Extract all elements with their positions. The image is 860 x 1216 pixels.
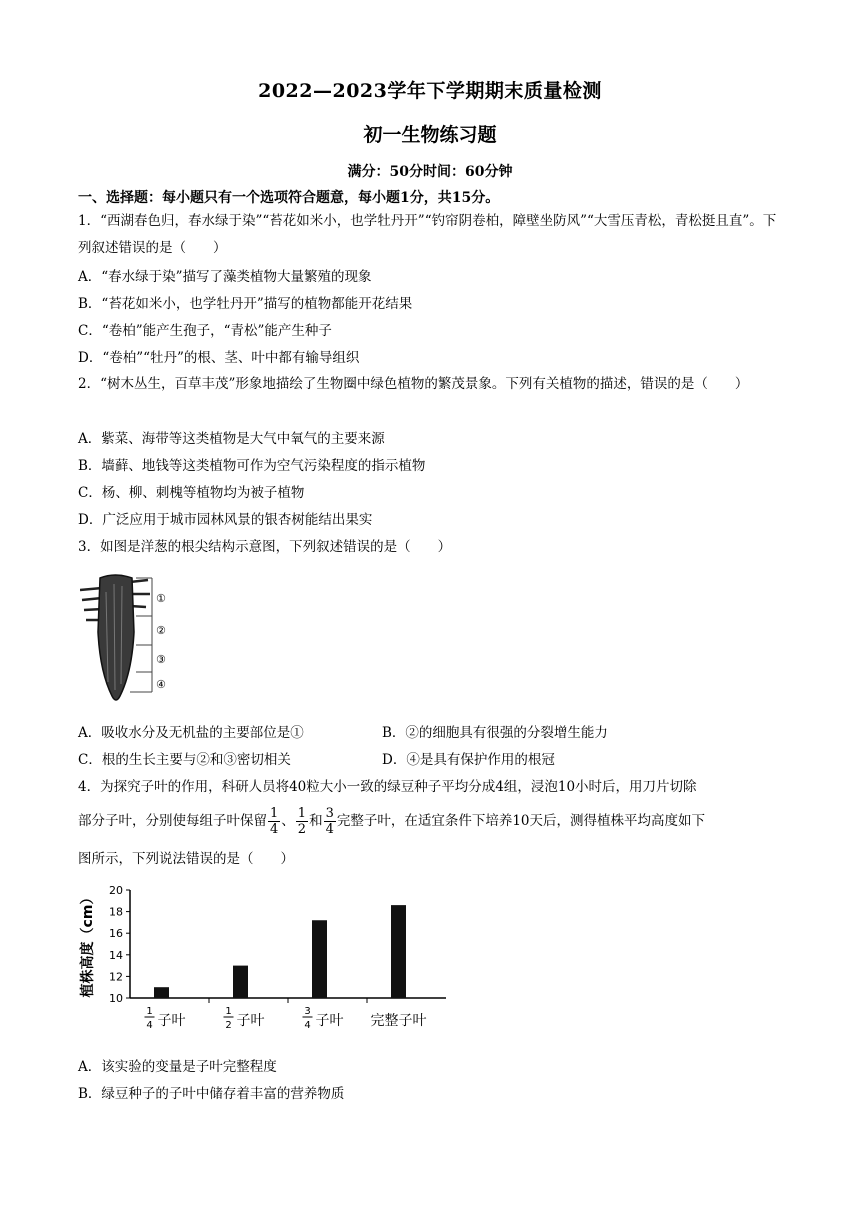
region-label-4: ④ bbox=[156, 678, 166, 691]
q2-option-d: D．广泛应用于城市园林风景的银杏树能结出果实 bbox=[78, 512, 373, 528]
bar-2 bbox=[233, 966, 248, 998]
y-tick-label: 16 bbox=[109, 927, 123, 941]
q3-option-a: A．吸收水分及无机盐的主要部位是① bbox=[78, 725, 304, 741]
category-label: 子叶 bbox=[157, 1013, 186, 1029]
category-frac-num: 3 bbox=[304, 1006, 311, 1017]
q1-option-c: C．“卷柏”能产生孢子，“青松”能产生种子 bbox=[78, 323, 332, 339]
y-tick-label: 20 bbox=[109, 884, 123, 897]
exam-title: 2022—2023学年下学期期末质量检测 bbox=[258, 80, 602, 102]
q4-stem-line3: 图所示，下列说法错误的是（ ） bbox=[78, 851, 294, 867]
section-heading: 一、选择题：每小题只有一个选项符合题意，每小题1分，共15分。 bbox=[78, 190, 500, 206]
q1-option-a: A．“春水绿于染”描写了藻类植物大量繁殖的现象 bbox=[78, 269, 372, 285]
q2-stem: 2．“树木丛生，百草丰茂”形象地描绘了生物圈中绿色植物的繁茂景象。下列有关植物的描述，错误的是（ ） bbox=[78, 376, 749, 392]
fraction-quarter: $\frac{1}{4}$ bbox=[270, 806, 279, 837]
bar-3 bbox=[312, 920, 327, 998]
q3-option-d: D．④是具有保护作用的根冠 bbox=[382, 752, 555, 768]
q2-option-b: B．墙藓、地钱等这类植物可作为空气污染程度的指示植物 bbox=[78, 458, 426, 474]
q3-stem: 3．如图是洋葱的根尖结构示意图，下列叙述错误的是（ ） bbox=[78, 539, 452, 555]
fraction-three-quarters: $\frac{3}{4}$ bbox=[325, 806, 334, 837]
q1-option-d: D．“卷柏”“牡丹”的根、茎、叶中都有输导组织 bbox=[78, 350, 360, 366]
category-frac-den: 2 bbox=[225, 1020, 232, 1031]
exam-subtitle: 初一生物练习题 bbox=[363, 124, 497, 146]
category-frac-den: 4 bbox=[146, 1020, 153, 1031]
plant-height-bar-chart bbox=[78, 880, 458, 1040]
region-label-3: ③ bbox=[156, 653, 166, 666]
region-label-1: ① bbox=[156, 592, 166, 605]
fraction-half: $\frac{1}{2}$ bbox=[297, 806, 307, 837]
q4-stem-line2 bbox=[78, 804, 705, 838]
q3-option-c: C．根的生长主要与②和③密切相关 bbox=[78, 752, 291, 768]
category-label: 子叶 bbox=[236, 1013, 265, 1029]
y-tick-label: 10 bbox=[109, 992, 123, 1005]
y-tick-label: 18 bbox=[109, 905, 123, 919]
category-frac-num: 1 bbox=[225, 1006, 232, 1017]
bar-1 bbox=[154, 987, 169, 998]
q4-option-a: A．该实验的变量是子叶完整程度 bbox=[78, 1059, 277, 1075]
q2-option-a: A．紫菜、海带等这类植物是大气中氧气的主要来源 bbox=[78, 431, 385, 447]
q4-sep-2: 和 bbox=[309, 813, 323, 829]
region-label-2: ② bbox=[156, 624, 166, 637]
bar-4 bbox=[391, 905, 406, 998]
y-tick-label: 12 bbox=[109, 970, 123, 984]
q4-sep-1: 、 bbox=[281, 813, 295, 829]
category-label: 完整子叶 bbox=[370, 1013, 427, 1029]
root-tip-figure bbox=[80, 572, 190, 707]
q1-option-b: B．“苔花如米小，也学牡丹开”描写的植物都能开花结果 bbox=[78, 296, 413, 312]
q4-stem-text-b: 完整子叶，在适宜条件下培养10天后，测得植株平均高度如下 bbox=[336, 813, 706, 829]
category-frac-num: 1 bbox=[146, 1006, 153, 1017]
q1-stem: 1．“西湖春色归，春水绿于染”“苔花如米小，也学牡丹开”“钓帘阴卷柏，障壁坐防风”“大雪压青松，青松挺且直”。下列叙述错误的是（ ） bbox=[78, 213, 777, 256]
q4-option-b: B．绿豆种子的子叶中储存着丰富的营养物质 bbox=[78, 1086, 345, 1102]
category-label: 子叶 bbox=[315, 1013, 344, 1029]
q2-option-c: C．杨、柳、刺槐等植物均为被子植物 bbox=[78, 485, 305, 501]
q4-stem-text-a: 部分子叶，分别使每组子叶保留 bbox=[78, 813, 267, 829]
y-axis-label: 植株高度（cm） bbox=[80, 890, 96, 998]
q3-option-b: B．②的细胞具有很强的分裂增生能力 bbox=[382, 725, 608, 741]
root-body bbox=[98, 575, 134, 700]
y-tick-label: 14 bbox=[109, 948, 123, 962]
score-info: 满分：50分时间：60分钟 bbox=[347, 164, 513, 180]
q4-stem-line1: 4．为探究子叶的作用，科研人员将40粒大小一致的绿豆种子平均分成4组，浸泡10小时后，用刀片切除 bbox=[78, 779, 697, 795]
category-frac-den: 4 bbox=[304, 1020, 311, 1031]
